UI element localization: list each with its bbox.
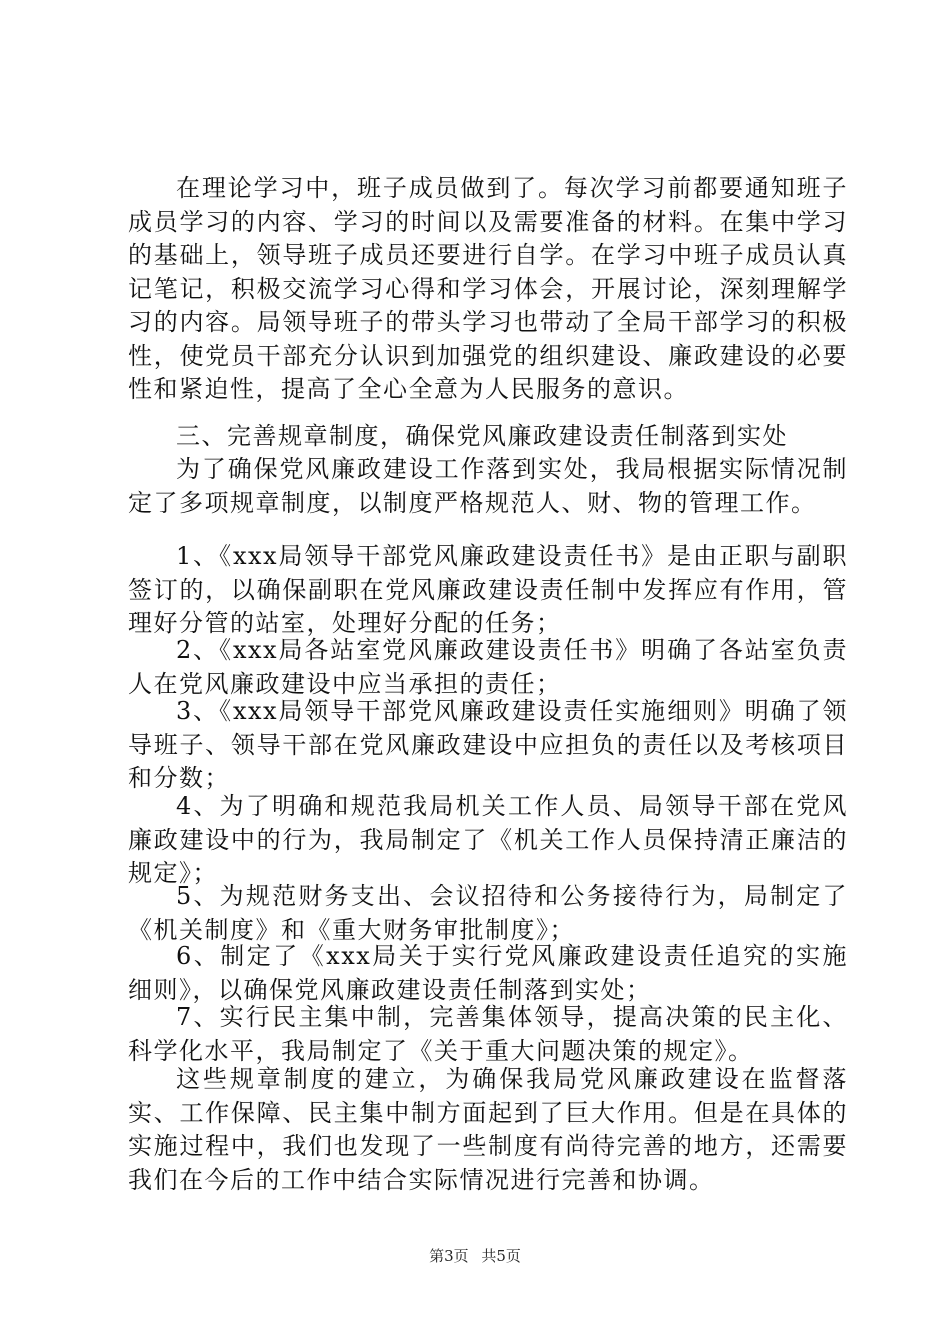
page-footer — [0, 1245, 950, 1266]
paragraph-conclusion: 这些规章制度的建立，为确保我局党风廉政建设在监督落实、工作保障、民主集中制方面起到了巨大作用。但是在具体的实施过程中，我们也发现了一些制度有尚待完善的地方，还需要我们在今后的工作中结合实际情况进行完善和协调。 — [128, 1065, 848, 1194]
list-item-2: 2、《xxx局各站室党风廉政建设责任书》明确了各站室负责人在党风廉政建设中应当承担的责任； — [128, 636, 848, 698]
page-total: 共5页 — [481, 1247, 521, 1265]
list-item-7: 7、实行民主集中制，完善集体领导，提高决策的民主化、科学化水平，我局制定了《关于重大问题决策的规定》。 — [128, 1003, 848, 1065]
section-heading-three: 三、完善规章制度，确保党风廉政建设责任制落到实处 — [176, 422, 788, 450]
paragraph-theory-study: 在理论学习中，班子成员做到了。每次学习前都要通知班子成员学习的内容、学习的时间以及需要准备的材料。在集中学习的基础上，领导班子成员还要进行自学。在学习中班子成员认真记笔记，积极交流学习心得和学习体会，开展讨论，深刻理解学习的内容。局领导班子的带头学习也带动了全局干部学习的积极性，使党员干部充分认识到加强党的组织建设、廉政建设的必要性和紧迫性，提高了全心全意为人民服务的意识。 — [128, 174, 848, 403]
list-item-3: 3、《xxx局领导干部党风廉政建设责任实施细则》明确了领导班子、领导干部在党风廉政建设中应担负的责任以及考核项目和分数； — [128, 697, 848, 792]
list-item-6: 6、制定了《xxx局关于实行党风廉政建设责任追究的实施细则》，以确保党风廉政建设责任制落到实处； — [128, 942, 848, 1004]
list-item-4: 4、为了明确和规范我局机关工作人员、局领导干部在党风廉政建设中的行为，我局制定了《机关工作人员保持清正廉洁的规定》； — [128, 792, 848, 887]
paragraph-rules-intro: 为了确保党风廉政建设工作落到实处，我局根据实际情况制定了多项规章制度，以制度严格规范人、财、物的管理工作。 — [128, 455, 848, 517]
list-item-1: 1、《xxx局领导干部党风廉政建设责任书》是由正职与副职签订的，以确保副职在党风廉政建设责任制中发挥应有作用，管理好分管的站室，处理好分配的任务； — [128, 542, 848, 637]
page-number: 第3页 — [429, 1247, 469, 1265]
list-item-5: 5、为规范财务支出、会议招待和公务接待行为，局制定了《机关制度》和《重大财务审批制度》； — [128, 882, 848, 944]
